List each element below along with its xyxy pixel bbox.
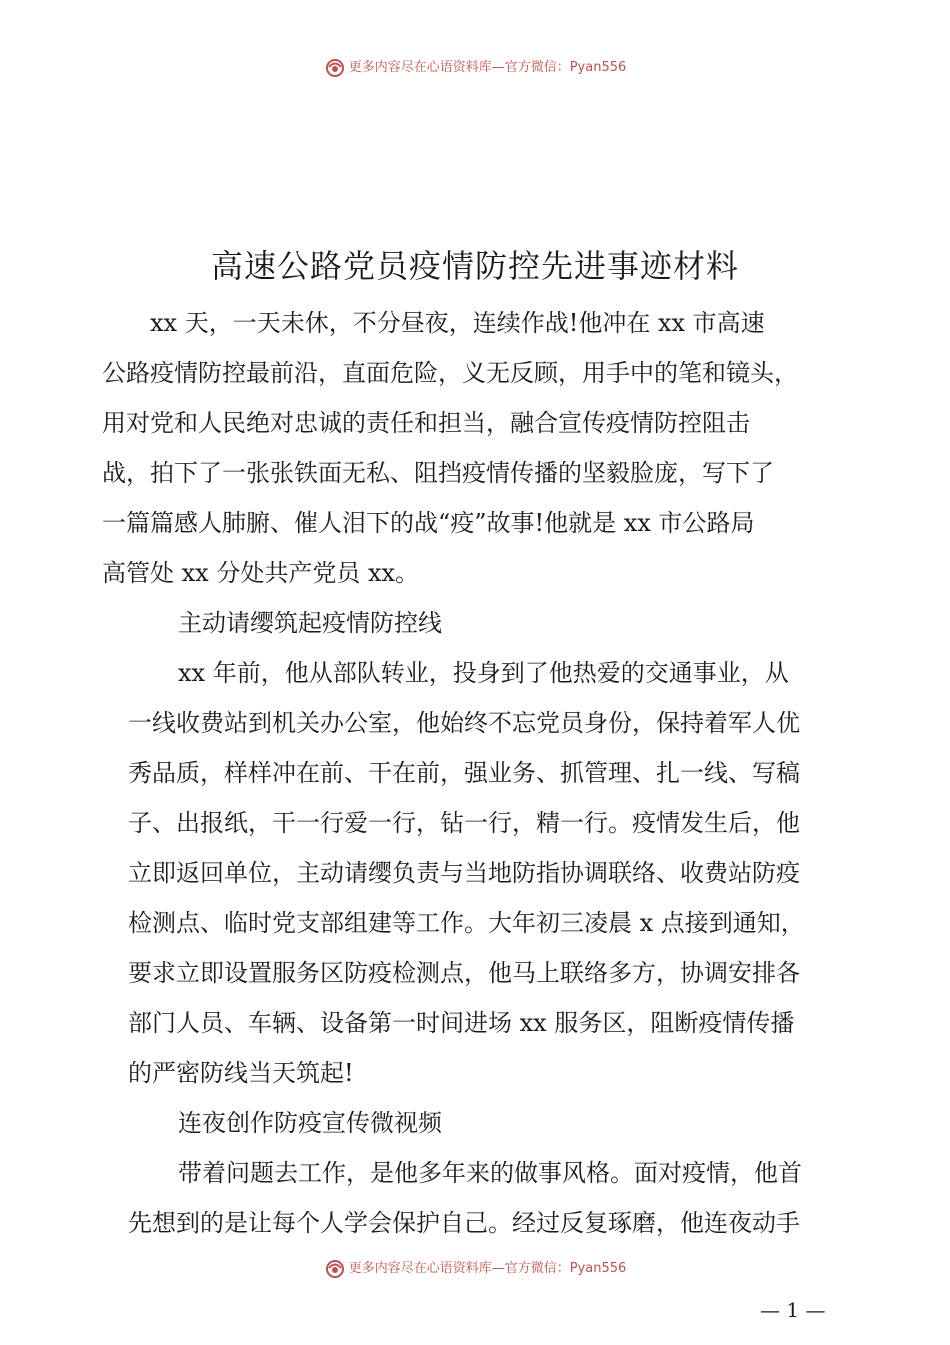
body-line: 的严密防线当天筑起! (128, 1059, 354, 1087)
body-line: 高管处 xx 分处共产党员 xx。 (102, 559, 420, 587)
watermark-header (0, 58, 950, 79)
body-line: 立即返回单位，主动请缨负责与当地防指协调联络、收费站防疫 (128, 859, 800, 887)
body-line: 部门人员、车辆、设备第一时间进场 xx 服务区，阻断疫情传播 (128, 1009, 795, 1037)
watermark-text: 更多内容尽在心语资料库—官方微信：Pyan556 (348, 60, 627, 75)
body-line: xx 年前，他从部队转业，投身到了他热爱的交通事业，从 (178, 659, 789, 687)
brand-logo-icon (324, 58, 346, 78)
body-line: 先想到的是让每个人学会保护自己。经过反复琢磨，他连夜动手 (128, 1209, 800, 1237)
body-line: 检测点、临时党支部组建等工作。大年初三凌晨 x 点接到通知， (128, 909, 805, 937)
watermark-text: 更多内容尽在心语资料库—官方微信：Pyan556 (348, 1261, 627, 1276)
body-line: 用对党和人民绝对忠诚的责任和担当，融合宣传疫情防控阻击 (102, 409, 750, 437)
body-line: xx 天，一天未休，不分昼夜，连续作战!他冲在 xx 市高速 (150, 309, 765, 337)
section-heading: 连夜创作防疫宣传微视频 (178, 1109, 442, 1137)
body-line: 要求立即设置服务区防疫检测点，他马上联络多方，协调安排各 (128, 959, 800, 987)
page-number: — 1 — (760, 1298, 826, 1322)
body-line: 子、出报纸，干一行爱一行，钻一行，精一行。疫情发生后，他 (128, 809, 800, 837)
body-line: 一线收费站到机关办公室，他始终不忘党员身份，保持着军人优 (128, 709, 800, 737)
body-line: 带着问题去工作，是他多年来的做事风格。面对疫情，他首 (178, 1159, 802, 1187)
body-line: 战，拍下了一张张铁面无私、阻挡疫情传播的坚毅脸庞，写下了 (102, 459, 774, 487)
body-line: 秀品质，样样冲在前、干在前，强业务、抓管理、扎一线、写稿 (128, 759, 800, 787)
section-heading: 主动请缨筑起疫情防控线 (178, 609, 442, 637)
document-title: 高速公路党员疫情防控先进事迹材料 (210, 247, 739, 285)
brand-logo-icon (324, 1259, 346, 1279)
watermark-footer (0, 1259, 950, 1280)
body-line: 公路疫情防控最前沿，直面危险，义无反顾，用手中的笔和镜头， (102, 359, 798, 387)
body-line: 一篇篇感人肺腑、催人泪下的战“疫”故事!他就是 xx 市公路局 (102, 509, 755, 537)
